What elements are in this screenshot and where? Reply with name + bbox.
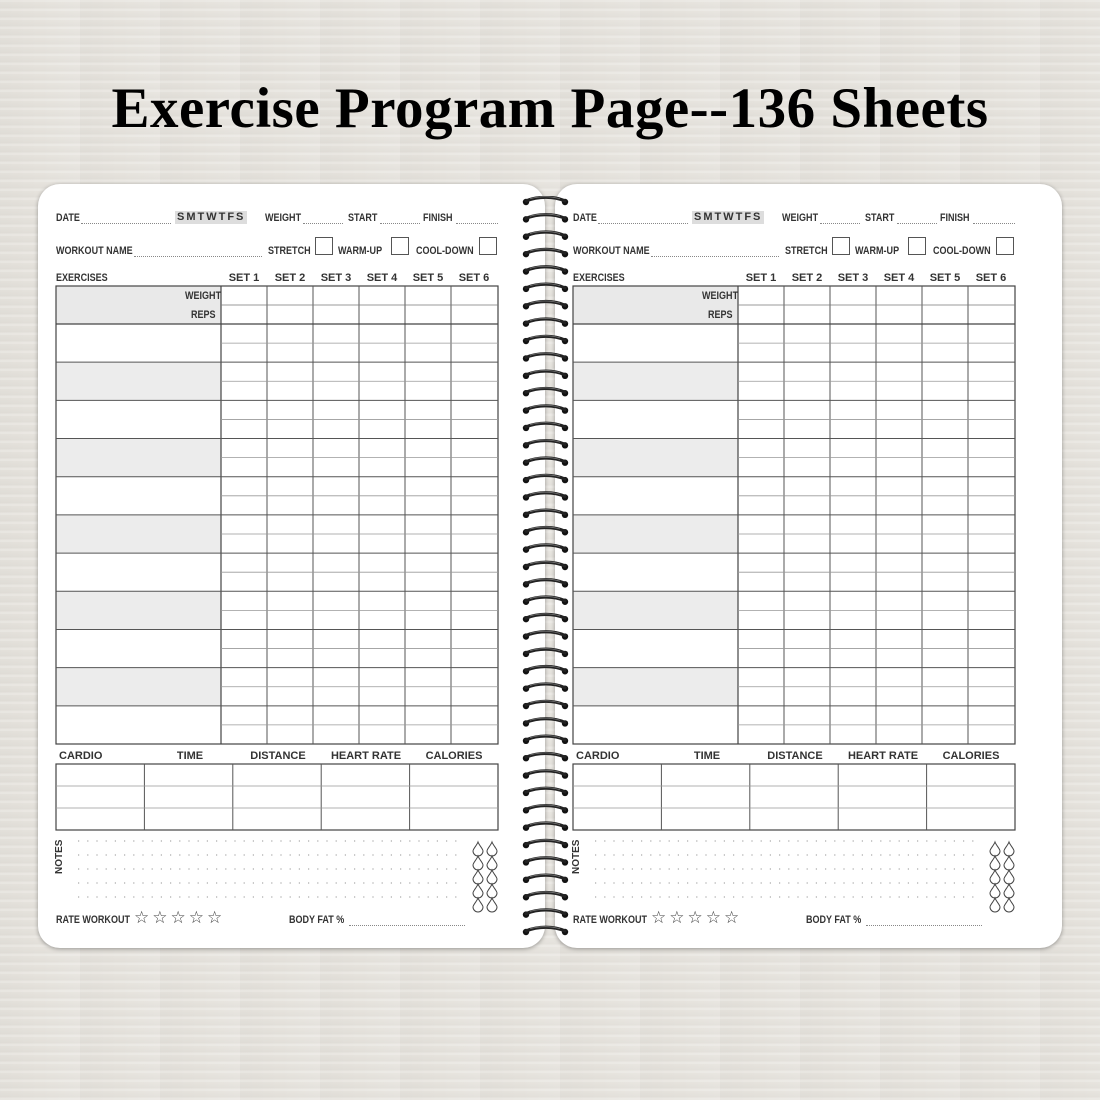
coil-loop — [526, 597, 565, 601]
water-drop-icon — [990, 884, 1000, 898]
reps-row-label: REPS — [708, 309, 733, 321]
water-drop-icon — [1004, 898, 1014, 912]
weight-row-label: WEIGHT — [185, 290, 222, 302]
coil-loop — [526, 788, 565, 792]
coil-loop — [526, 806, 565, 810]
water-drop-icon — [1004, 870, 1014, 884]
water-tracker[interactable] — [38, 184, 545, 948]
set-1-label: SET 1 — [745, 272, 777, 284]
heart-rate-label: HEART RATE — [847, 750, 919, 762]
calories-label: CALORIES — [942, 750, 1000, 762]
cardio-label: CARDIO — [576, 750, 620, 762]
date-label: DATE — [56, 212, 80, 224]
set-4-label: SET 4 — [883, 272, 915, 284]
heart-rate-label: HEART RATE — [330, 750, 402, 762]
weekday-selector[interactable]: SMTWTFS — [177, 211, 246, 223]
start-label: START — [865, 212, 895, 224]
warm-up-label: WARM-UP — [338, 245, 383, 257]
right-page — [555, 184, 1062, 948]
workout-name-label: WORKOUT NAME — [573, 245, 650, 257]
cool-down-label: COOL-DOWN — [416, 245, 474, 257]
calories-label: CALORIES — [425, 750, 483, 762]
water-drop-icon — [487, 856, 497, 870]
coil-loop — [526, 649, 565, 653]
coil-loop — [526, 388, 565, 392]
coil-loop — [526, 510, 565, 514]
coil-loop — [526, 458, 565, 462]
notes-label: NOTES — [54, 839, 65, 874]
coil-loop — [526, 771, 565, 775]
coil-loop — [526, 701, 565, 705]
body-fat-line — [349, 925, 465, 926]
time-label: TIME — [693, 750, 721, 762]
water-drop-icon — [1004, 842, 1014, 856]
exercises-label: EXERCISES — [573, 272, 625, 284]
coil-loop — [526, 267, 565, 271]
set-6-label: SET 6 — [975, 272, 1007, 284]
coil-loop — [526, 354, 565, 358]
cool-down-label: COOL-DOWN — [933, 245, 991, 257]
coil-loop — [526, 910, 565, 914]
coil-loop — [526, 580, 565, 584]
coil-loop — [526, 215, 565, 219]
set-2-label: SET 2 — [274, 272, 306, 284]
coil-loop — [526, 736, 565, 740]
water-drop-icon — [487, 842, 497, 856]
start-label: START — [348, 212, 378, 224]
coil-loop — [526, 527, 565, 531]
body-fat-label: BODY FAT % — [289, 914, 345, 926]
finish-label: FINISH — [423, 212, 453, 224]
water-drop-icon — [990, 856, 1000, 870]
set-5-label: SET 5 — [412, 272, 444, 284]
workout-name-label: WORKOUT NAME — [56, 245, 133, 257]
water-drop-icon — [487, 870, 497, 884]
water-drop-icon — [473, 898, 483, 912]
water-drop-icon — [1004, 856, 1014, 870]
coil-loop — [526, 719, 565, 723]
coil-loop — [526, 284, 565, 288]
coil-loop — [526, 406, 565, 410]
coil-loop — [526, 562, 565, 566]
weight-row-label: WEIGHT — [702, 290, 739, 302]
spiral-binding — [516, 196, 576, 936]
rating-stars[interactable]: ☆☆☆☆☆ — [134, 908, 226, 927]
notes-label: NOTES — [571, 839, 582, 874]
set-4-label: SET 4 — [366, 272, 398, 284]
coil-loop — [526, 823, 565, 827]
set-1-label: SET 1 — [228, 272, 260, 284]
coil-loop — [526, 927, 565, 931]
coil-loop — [526, 232, 565, 236]
coil-loop — [526, 302, 565, 306]
headline: Exercise Program Page--136 Sheets — [111, 77, 989, 140]
coil-loop — [526, 667, 565, 671]
water-drop-icon — [473, 842, 483, 856]
coil-loop — [526, 493, 565, 497]
water-drop-icon — [487, 884, 497, 898]
distance-label: DISTANCE — [250, 750, 306, 762]
coil-loop — [526, 545, 565, 549]
coil-loop — [526, 475, 565, 479]
water-drop-icon — [473, 884, 483, 898]
left-page — [38, 184, 545, 948]
coil-loop — [526, 684, 565, 688]
stretch-label: STRETCH — [785, 245, 828, 257]
coil-loop — [526, 875, 565, 879]
rate-workout-label: RATE WORKOUT — [573, 914, 647, 926]
body-fat-line — [866, 925, 982, 926]
cardio-label: CARDIO — [59, 750, 103, 762]
rate-workout-label: RATE WORKOUT — [56, 914, 130, 926]
distance-label: DISTANCE — [767, 750, 823, 762]
exercises-label: EXERCISES — [56, 272, 108, 284]
weight-label: WEIGHT — [265, 212, 302, 224]
coil-loop — [526, 319, 565, 323]
rating-stars[interactable]: ☆☆☆☆☆ — [651, 908, 743, 927]
set-5-label: SET 5 — [929, 272, 961, 284]
body-fat-label: BODY FAT % — [806, 914, 862, 926]
coil-loop — [526, 632, 565, 636]
reps-row-label: REPS — [191, 309, 216, 321]
coil-loop — [526, 858, 565, 862]
coil-loop — [526, 423, 565, 427]
stretch-label: STRETCH — [268, 245, 311, 257]
coil-loop — [526, 441, 565, 445]
water-drop-icon — [473, 870, 483, 884]
warm-up-label: WARM-UP — [855, 245, 900, 257]
set-6-label: SET 6 — [458, 272, 490, 284]
set-3-label: SET 3 — [837, 272, 869, 284]
water-drop-icon — [1004, 884, 1014, 898]
time-label: TIME — [176, 750, 204, 762]
water-drop-icon — [990, 898, 1000, 912]
coil-loop — [526, 614, 565, 618]
coil-loop — [526, 336, 565, 340]
coil-loop — [526, 892, 565, 896]
set-3-label: SET 3 — [320, 272, 352, 284]
coil-loop — [526, 371, 565, 375]
coil-loop — [526, 840, 565, 844]
coil-loop — [526, 197, 565, 201]
date-label: DATE — [573, 212, 597, 224]
set-2-label: SET 2 — [791, 272, 823, 284]
finish-label: FINISH — [940, 212, 970, 224]
water-drop-icon — [990, 870, 1000, 884]
water-drop-icon — [990, 842, 1000, 856]
coil-loop — [526, 249, 565, 253]
coil-loop — [526, 753, 565, 757]
water-drop-icon — [473, 856, 483, 870]
water-drop-icon — [487, 898, 497, 912]
water-tracker[interactable] — [555, 184, 1062, 948]
weight-label: WEIGHT — [782, 212, 819, 224]
weekday-selector[interactable]: SMTWTFS — [694, 211, 763, 223]
